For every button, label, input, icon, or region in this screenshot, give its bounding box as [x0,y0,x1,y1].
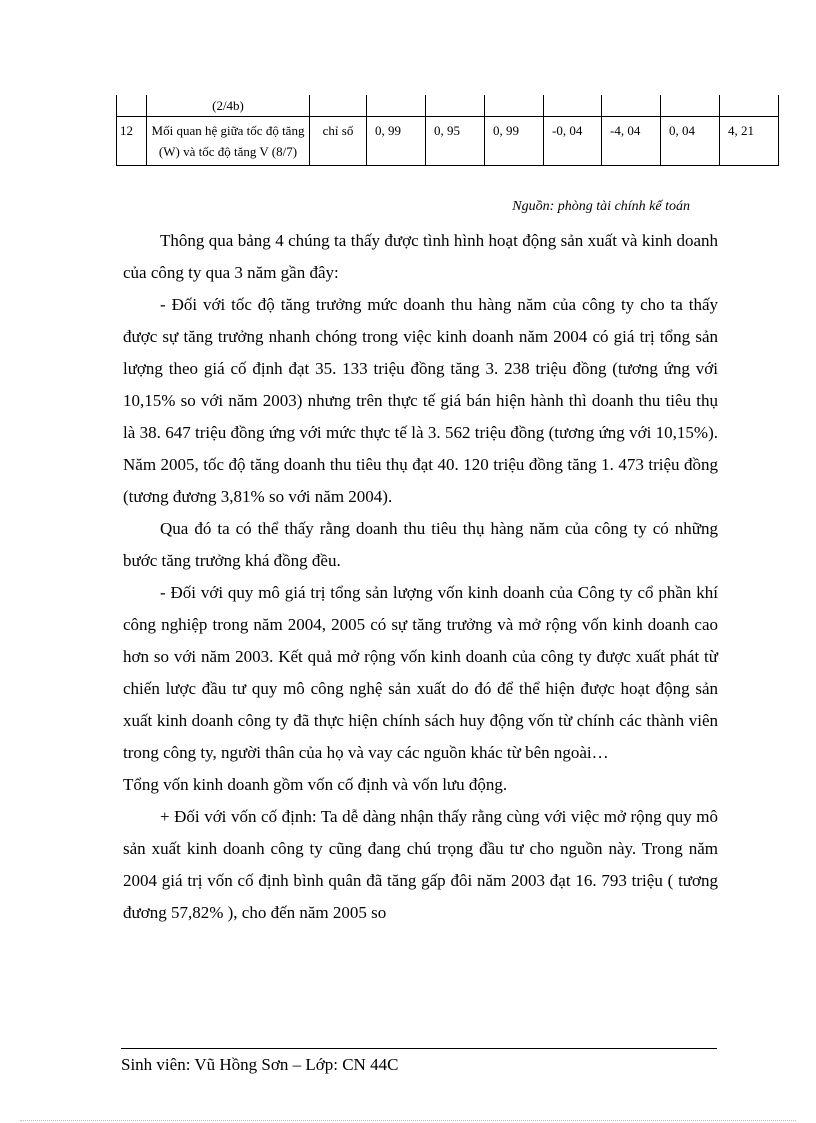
paragraph: + Đối với vốn cố định: Ta dễ dàng nhận thấy rằng cùng với việc mở rộng quy mô sản xuất kinh doanh công ty cũng đang chú trọng đầu tư cho nguồn này. Trong năm 2004 giá trị vốn cố định bình quân đã tăng gấp đôi năm 2003 đạt 16. 793 triệu ( tương đương 57,82% ), cho đến năm 2005 so [123,807,718,922]
table-source: Nguồn: phòng tài chính kế toán [512,199,690,214]
footer-divider [121,1048,717,1049]
row-value: 4, 21 [720,117,779,166]
row-label: Mối quan hệ giữa tốc độ tăng (W) và tốc độ tăng V (8/7) [147,117,310,166]
body-text [123,225,718,929]
row-value: 0, 99 [485,117,544,166]
table-row-continued [117,95,779,117]
paragraph: Qua đó ta có thể thấy rằng doanh thu tiêu thụ hàng năm của công ty có những bước tăng trưởng khá đồng đều. [123,519,718,570]
paragraph: - Đối với quy mô giá trị tổng sản lượng vốn kinh doanh của Công ty cổ phần khí công nghiệp trong năm 2004, 2005 có sự tăng trưởng và mở rộng vốn kinh doanh cao hơn so với năm 2003. Kết quả mở rộng vốn kinh doanh của công ty được xuất phát từ chiến lược đầu tư quy mô công nghệ sản xuất do đó để thể hiện được hoạt động sản xuất kinh doanh công ty đã thực hiện chính sách huy động vốn từ chính các thành viên trong công ty, người thân của họ và vay các nguồn khác từ bên ngoài… [123,583,718,762]
row-number: 12 [117,117,147,166]
row-value: 0, 04 [661,117,720,166]
paragraph: - Đối với tốc độ tăng trưởng mức doanh thu hàng năm của công ty cho ta thấy được sự tăng trưởng nhanh chóng trong việc kinh doanh năm 2004 có giá trị tổng sản lượng theo giá cố định đạt 35. 133 triệu đồng tăng 3. 238 triệu đồng (tương ứng với 10,15% so với năm 2003) nhưng trên thực tế giá bán hiện hành thì doanh thu tiêu thụ là 38. 647 triệu đồng ứng với mức thực tế là 3. 562 triệu đồng (tương ứng với 10,15%). Năm 2005, tốc độ tăng doanh thu tiêu thụ đạt 40. 120 triệu đồng tăng 1. 473 triệu đồng (tương đương 3,81% so với năm 2004). [123,295,718,506]
page-footer: Sinh viên: Vũ Hồng Sơn – Lớp: CN 44C [121,1055,399,1074]
row-value: -0, 04 [544,117,602,166]
data-table-container [116,95,778,166]
data-table [116,95,779,166]
row-value: -4, 04 [602,117,661,166]
table-row [117,117,779,166]
paragraph: Tổng vốn kinh doanh gồm vốn cố định và vốn lưu động. [123,775,508,794]
row-unit: chỉ số [310,117,367,166]
continued-row-label: (2/4b) [147,95,310,117]
row-value: 0, 95 [426,117,485,166]
paragraph: Thông qua bảng 4 chúng ta thấy được tình hình hoạt động sản xuất và kinh doanh của công ty qua 3 năm gần đây: [123,231,718,282]
page-edge-divider [20,1120,796,1121]
row-value: 0, 99 [367,117,426,166]
